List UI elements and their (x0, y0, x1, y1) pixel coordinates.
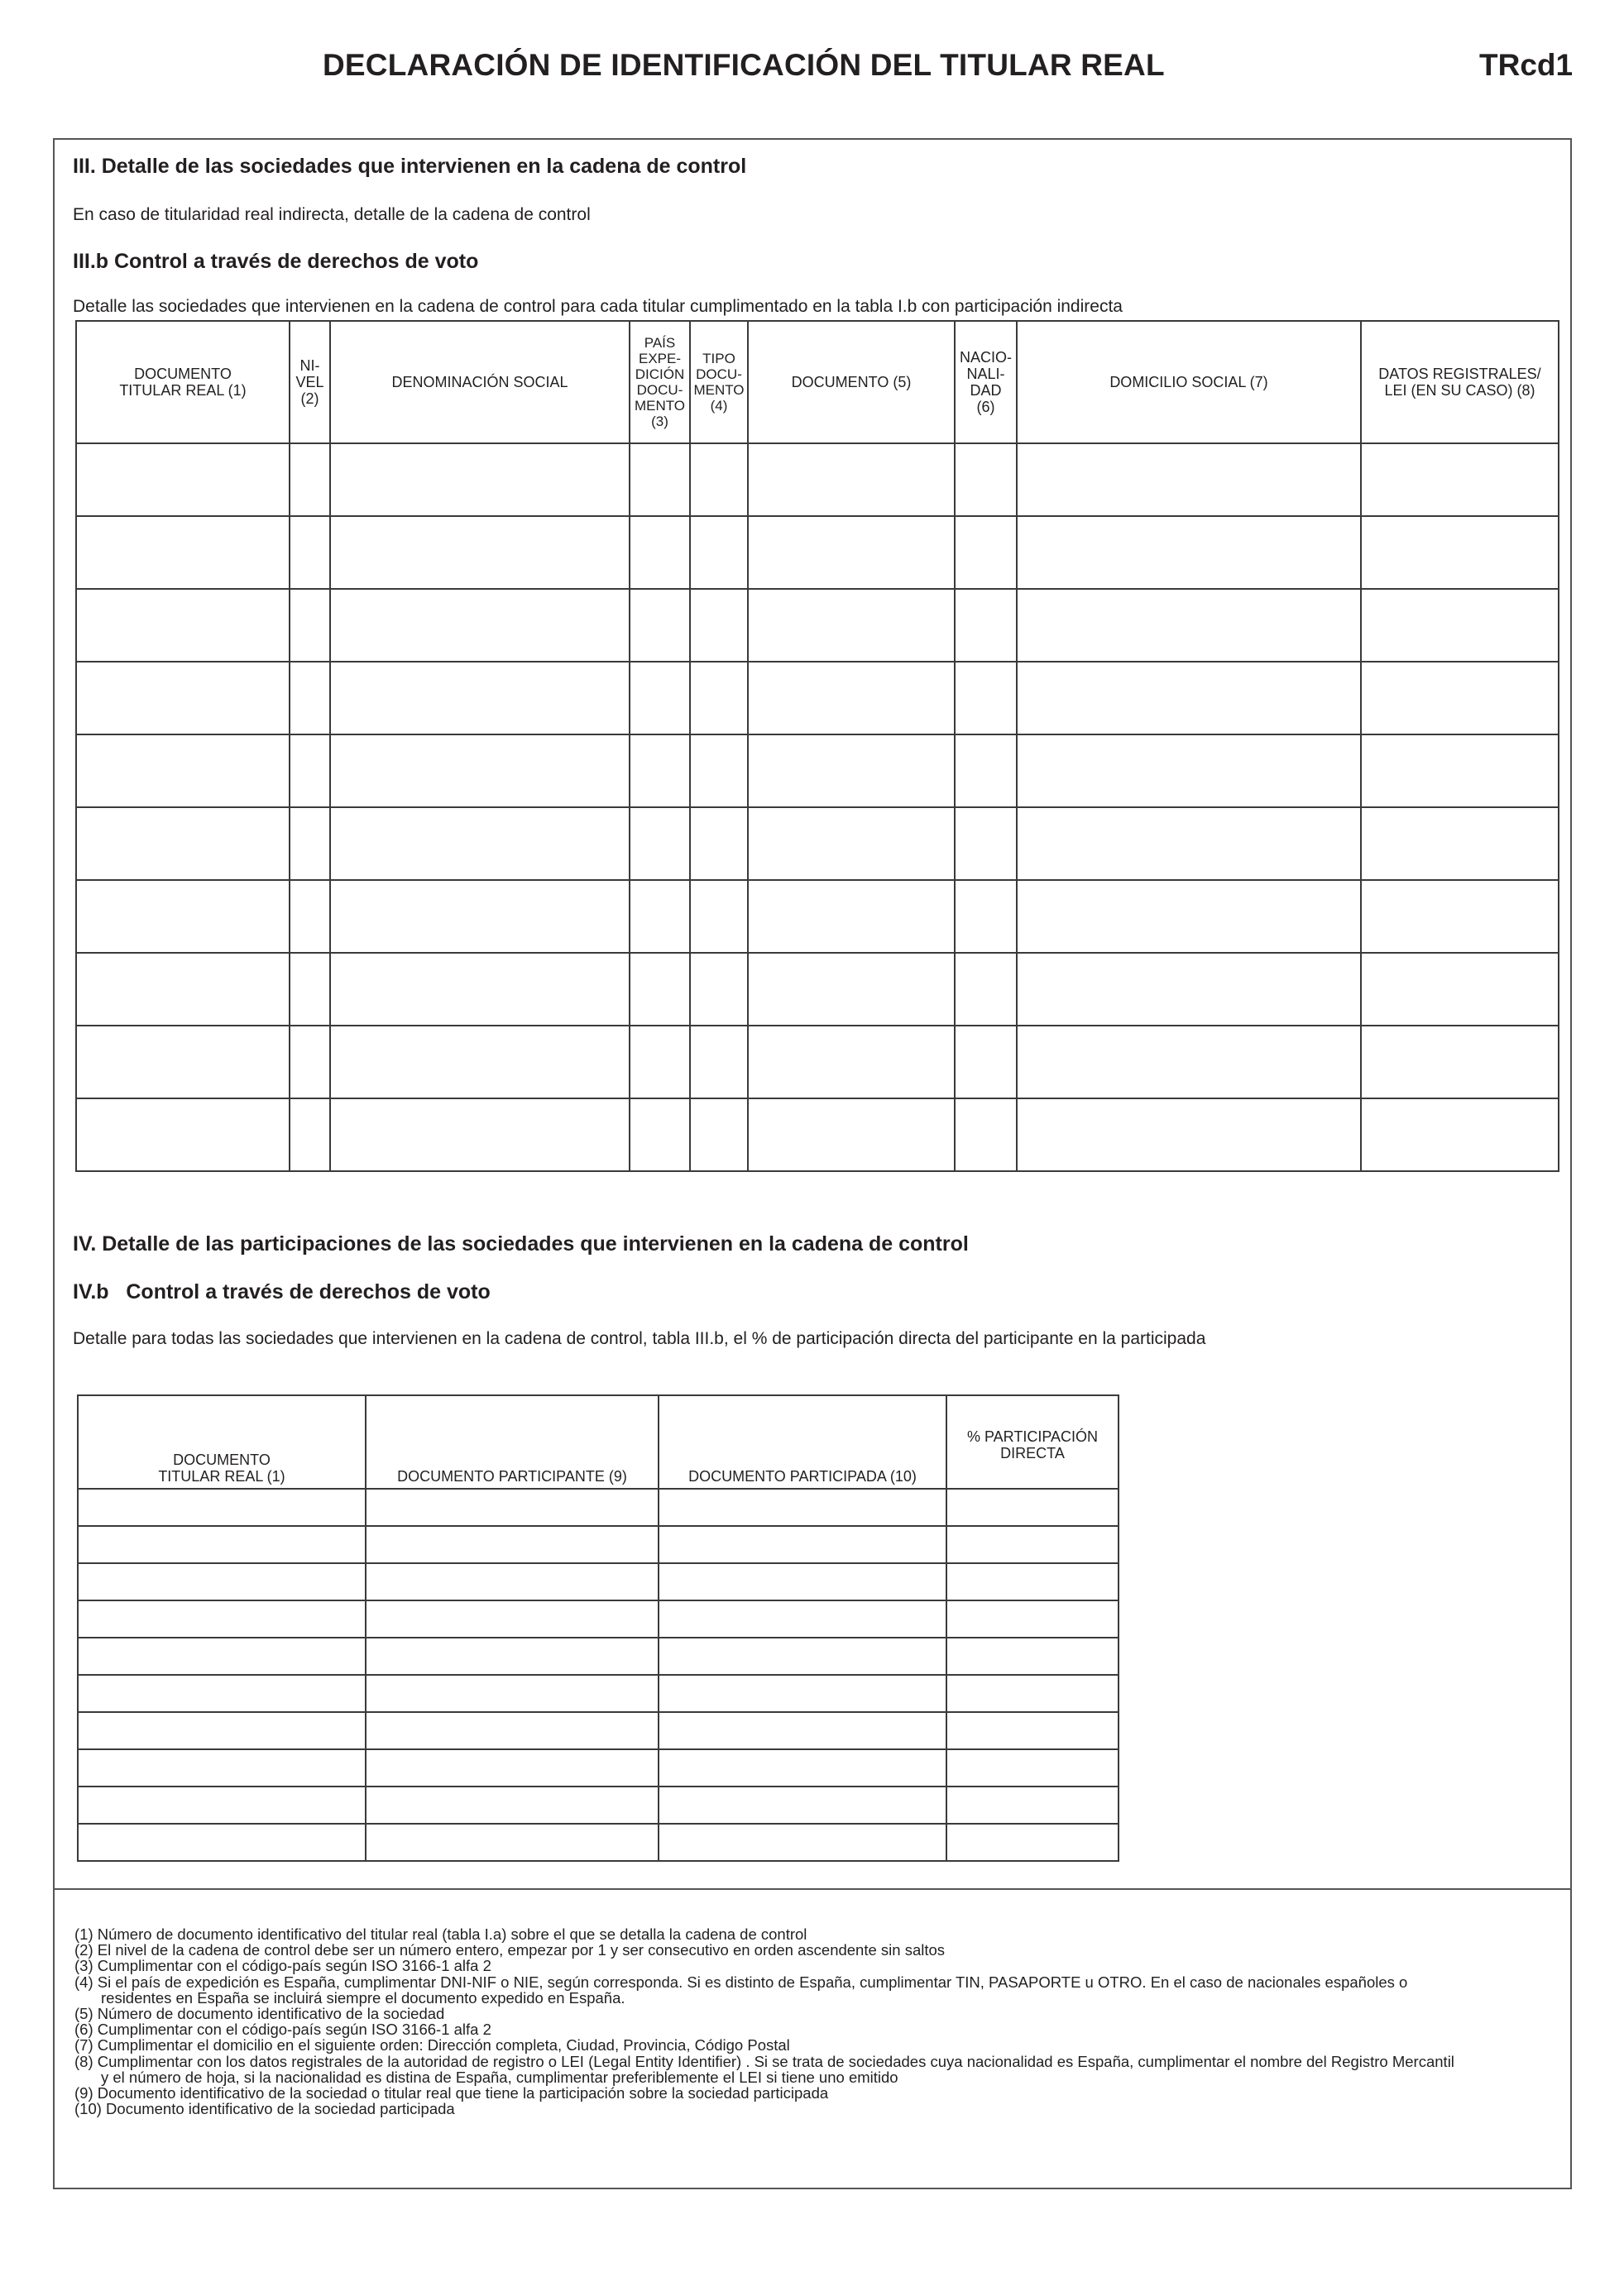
cell-nivel[interactable] (290, 516, 330, 589)
cell-documento-titular[interactable] (76, 589, 290, 662)
col-pais-expedicion (630, 321, 690, 443)
section-3-heading: III. Detalle de las sociedades que intervienen en la cadena de control (73, 155, 747, 178)
section-4-heading: IV. Detalle de las participaciones de las sociedades que intervienen en la cadena de control (73, 1232, 969, 1256)
cell-nacionalidad[interactable] (955, 443, 1017, 516)
cell-tipo-documento[interactable] (690, 880, 748, 953)
cell-documento-titular[interactable] (76, 1098, 290, 1171)
cell-documento-participada[interactable] (659, 1675, 946, 1712)
cell-tipo-documento[interactable] (690, 953, 748, 1026)
cell-documento-participada[interactable] (659, 1526, 946, 1563)
section-3b-caption: Detalle las sociedades que intervienen en la cadena de control para cada titular cumplimentado en la tabla I.b con participación indirecta (73, 297, 1123, 316)
footer-divider (53, 1888, 1572, 1890)
cell-participacion-directa[interactable] (946, 1787, 1119, 1824)
cell-documento[interactable] (748, 880, 955, 953)
table-row (78, 1526, 1119, 1563)
table-row (78, 1749, 1119, 1787)
cell-datos-registrales[interactable] (1361, 443, 1559, 516)
table-row (76, 516, 1559, 589)
table-row (76, 807, 1559, 880)
cell-nacionalidad[interactable] (955, 1026, 1017, 1098)
table-row (76, 953, 1559, 1026)
companies-table (75, 320, 1559, 1172)
cell-nacionalidad[interactable] (955, 589, 1017, 662)
cell-nacionalidad[interactable] (955, 516, 1017, 589)
cell-documento-titular[interactable] (78, 1563, 366, 1600)
section-3-intro: En caso de titularidad real indirecta, detalle de la cadena de control (73, 205, 591, 224)
cell-domicilio-social[interactable] (1017, 516, 1361, 589)
cell-tipo-documento[interactable] (690, 807, 748, 880)
cell-documento-participante[interactable] (366, 1675, 659, 1712)
cell-nacionalidad[interactable] (955, 734, 1017, 807)
cell-documento[interactable] (748, 807, 955, 880)
cell-pais-expedicion[interactable] (630, 1026, 690, 1098)
participations-table-header (78, 1395, 1119, 1489)
cell-tipo-documento[interactable] (690, 589, 748, 662)
cell-documento-titular[interactable] (76, 880, 290, 953)
cell-participacion-directa[interactable] (946, 1489, 1119, 1526)
cell-documento[interactable] (748, 589, 955, 662)
column-label: DOMICILIO SOCIAL (7) (1109, 374, 1268, 390)
cell-pais-expedicion[interactable] (630, 589, 690, 662)
cell-documento-titular[interactable] (78, 1787, 366, 1824)
footnote: (10) Documento identificativo de la sociedad participada (74, 2100, 455, 2118)
cell-documento-participante[interactable] (366, 1712, 659, 1749)
cell-pais-expedicion[interactable] (630, 662, 690, 734)
cell-datos-registrales[interactable] (1361, 1098, 1559, 1171)
cell-participacion-directa[interactable] (946, 1526, 1119, 1563)
cell-datos-registrales[interactable] (1361, 516, 1559, 589)
footnote: (9) Documento identificativo de la sociedad o titular real que tiene la participación sobre la sociedad participada (74, 2084, 829, 2102)
cell-datos-registrales[interactable] (1361, 589, 1559, 662)
section-4b-heading: IV.b Control a través de derechos de voto (73, 1280, 491, 1303)
cell-participacion-directa[interactable] (946, 1712, 1119, 1749)
cell-documento-participante[interactable] (366, 1749, 659, 1787)
column-label: % PARTICIPACIÓN DIRECTA (966, 1428, 1099, 1461)
column-label: DOCUMENTO PARTICIPADA (10) (688, 1468, 917, 1485)
footnote: (6) Cumplimentar con el código-país según ISO 3166-1 alfa 2 (74, 2021, 491, 2039)
cell-documento[interactable] (748, 1026, 955, 1098)
cell-pais-expedicion[interactable] (630, 953, 690, 1026)
cell-nivel[interactable] (290, 880, 330, 953)
cell-documento-participante[interactable] (366, 1489, 659, 1526)
footnote: (4) Si el país de expedición es España, cumplimentar DNI-NIF o NIE, según corresponda. Si es distinto de España, cumplimentar TIN, PASAPORTE u OTRO. En el caso de nacionales españoles o (74, 1973, 1408, 1991)
cell-nacionalidad[interactable] (955, 807, 1017, 880)
cell-documento-participada[interactable] (659, 1563, 946, 1600)
cell-datos-registrales[interactable] (1361, 880, 1559, 953)
column-label: PAÍS EXPE- DICIÓN DOCU- MENTO (3) (634, 335, 686, 429)
cell-nivel[interactable] (290, 953, 330, 1026)
column-label: DENOMINACIÓN SOCIAL (391, 374, 568, 390)
cell-documento-participada[interactable] (659, 1489, 946, 1526)
cell-documento-participada[interactable] (659, 1787, 946, 1824)
cell-documento-titular[interactable] (78, 1749, 366, 1787)
cell-domicilio-social[interactable] (1017, 662, 1361, 734)
table-row (76, 1026, 1559, 1098)
cell-tipo-documento[interactable] (690, 662, 748, 734)
cell-tipo-documento[interactable] (690, 1026, 748, 1098)
table-row (78, 1563, 1119, 1600)
cell-denominacion-social[interactable] (330, 953, 630, 1026)
table-row (76, 880, 1559, 953)
cell-denominacion-social[interactable] (330, 1026, 630, 1098)
section-3b-heading: III.b Control a través de derechos de voto (73, 250, 479, 273)
footnotes (74, 1926, 1564, 2117)
companies-table-header (76, 321, 1559, 443)
cell-documento-participante[interactable] (366, 1563, 659, 1600)
cell-documento-titular[interactable] (78, 1638, 366, 1675)
cell-nacionalidad[interactable] (955, 1098, 1017, 1171)
cell-domicilio-social[interactable] (1017, 443, 1361, 516)
cell-documento-titular[interactable] (76, 443, 290, 516)
cell-domicilio-social[interactable] (1017, 880, 1361, 953)
cell-datos-registrales[interactable] (1361, 662, 1559, 734)
cell-domicilio-social[interactable] (1017, 807, 1361, 880)
cell-participacion-directa[interactable] (946, 1749, 1119, 1787)
cell-documento-titular[interactable] (76, 1026, 290, 1098)
section-4b-intro: Detalle para todas las sociedades que intervienen en la cadena de control, tabla III.b, el % de participación directa del participante en la participada (73, 1329, 1206, 1348)
cell-pais-expedicion[interactable] (630, 516, 690, 589)
cell-documento-participada[interactable] (659, 1712, 946, 1749)
table-row (78, 1638, 1119, 1675)
cell-documento-titular[interactable] (78, 1489, 366, 1526)
column-label: NACIO- NALI- DAD (6) (960, 349, 1012, 415)
cell-documento-participante[interactable] (366, 1600, 659, 1638)
cell-documento-titular[interactable] (78, 1675, 366, 1712)
cell-denominacion-social[interactable] (330, 1098, 630, 1171)
table-row (78, 1824, 1119, 1861)
cell-documento-participante[interactable] (366, 1824, 659, 1861)
table-row (78, 1600, 1119, 1638)
cell-participacion-directa[interactable] (946, 1824, 1119, 1861)
table-row (76, 443, 1559, 516)
cell-documento-participada[interactable] (659, 1638, 946, 1675)
cell-nivel[interactable] (290, 1098, 330, 1171)
col-nivel (290, 321, 330, 443)
form-code: TRcd1 (1479, 48, 1574, 82)
table-row (76, 1098, 1559, 1171)
cell-denominacion-social[interactable] (330, 734, 630, 807)
cell-datos-registrales[interactable] (1361, 953, 1559, 1026)
cell-datos-registrales[interactable] (1361, 807, 1559, 880)
cell-nacionalidad[interactable] (955, 953, 1017, 1026)
table-row (78, 1489, 1119, 1526)
cell-domicilio-social[interactable] (1017, 734, 1361, 807)
cell-documento[interactable] (748, 1098, 955, 1171)
cell-participacion-directa[interactable] (946, 1600, 1119, 1638)
cell-documento[interactable] (748, 662, 955, 734)
cell-documento-titular[interactable] (76, 807, 290, 880)
column-label: TIPO DOCU- MENTO (4) (693, 351, 745, 414)
cell-documento-participante[interactable] (366, 1526, 659, 1563)
cell-nivel[interactable] (290, 589, 330, 662)
cell-denominacion-social[interactable] (330, 589, 630, 662)
column-label: DOCUMENTO TITULAR REAL (1) (119, 366, 247, 399)
cell-pais-expedicion[interactable] (630, 1098, 690, 1171)
cell-domicilio-social[interactable] (1017, 1026, 1361, 1098)
cell-participacion-directa[interactable] (946, 1638, 1119, 1675)
table-row (78, 1712, 1119, 1749)
col-tipo-documento (690, 321, 748, 443)
cell-denominacion-social[interactable] (330, 443, 630, 516)
cell-documento-participada[interactable] (659, 1824, 946, 1861)
table-row (78, 1787, 1119, 1824)
cell-documento[interactable] (748, 516, 955, 589)
cell-domicilio-social[interactable] (1017, 1098, 1361, 1171)
col-denominacion-social (330, 321, 630, 443)
page-title: DECLARACIÓN DE IDENTIFICACIÓN DEL TITULAR REAL (323, 48, 1165, 82)
column-label: DOCUMENTO TITULAR REAL (1) (158, 1452, 285, 1485)
col-participacion-directa (946, 1395, 1119, 1489)
column-label: DATOS REGISTRALES/ LEI (EN SU CASO) (8) (1378, 366, 1541, 399)
footnote: (5) Número de documento identificativo de la sociedad (74, 2005, 445, 2023)
footnote: (7) Cumplimentar el domicilio en el siguiente orden: Dirección completa, Ciudad, Provincia, Código Postal (74, 2036, 790, 2054)
cell-nivel[interactable] (290, 807, 330, 880)
column-label: DOCUMENTO (5) (791, 374, 912, 390)
footnote-continuation: y el número de hoja, si la nacionalidad es distina de España, cumplimentar preferiblemente el LEI si tiene uno emitido (101, 2068, 898, 2086)
cell-participacion-directa[interactable] (946, 1563, 1119, 1600)
cell-documento-participante[interactable] (366, 1787, 659, 1824)
table-row (76, 662, 1559, 734)
cell-documento-titular[interactable] (76, 953, 290, 1026)
cell-pais-expedicion[interactable] (630, 807, 690, 880)
cell-documento-titular[interactable] (78, 1600, 366, 1638)
cell-tipo-documento[interactable] (690, 1098, 748, 1171)
footnote: (3) Cumplimentar con el código-país según ISO 3166-1 alfa 2 (74, 1957, 491, 1975)
col-datos-registrales (1361, 321, 1559, 443)
cell-pais-expedicion[interactable] (630, 443, 690, 516)
cell-denominacion-social[interactable] (330, 516, 630, 589)
footnote: (2) El nivel de la cadena de control debe ser un número entero, empezar por 1 y ser consecutivo en orden ascendente sin saltos (74, 1941, 946, 1959)
cell-domicilio-social[interactable] (1017, 589, 1361, 662)
col-nacionalidad (955, 321, 1017, 443)
column-label: DOCUMENTO PARTICIPANTE (9) (397, 1468, 627, 1485)
cell-documento-titular[interactable] (78, 1712, 366, 1749)
table-row (78, 1675, 1119, 1712)
cell-nivel[interactable] (290, 662, 330, 734)
table-row (76, 589, 1559, 662)
cell-denominacion-social[interactable] (330, 880, 630, 953)
cell-nivel[interactable] (290, 1026, 330, 1098)
footnote: (8) Cumplimentar con los datos registrales de la autoridad de registro o LEI (Legal Entity Identifier) . Si se trata de sociedades cuya nacionalidad es España, cumplimentar el nombre del Registro Mercantil (74, 2052, 1454, 2070)
cell-documento-participada[interactable] (659, 1749, 946, 1787)
cell-pais-expedicion[interactable] (630, 734, 690, 807)
col-documento-participante (366, 1395, 659, 1489)
cell-domicilio-social[interactable] (1017, 953, 1361, 1026)
col-documento-participada (659, 1395, 946, 1489)
cell-documento-titular[interactable] (76, 516, 290, 589)
cell-datos-registrales[interactable] (1361, 734, 1559, 807)
cell-documento[interactable] (748, 443, 955, 516)
col-documento-titular (76, 321, 290, 443)
cell-nacionalidad[interactable] (955, 880, 1017, 953)
cell-participacion-directa[interactable] (946, 1675, 1119, 1712)
table-row (76, 734, 1559, 807)
cell-nivel[interactable] (290, 734, 330, 807)
col-domicilio-social (1017, 321, 1361, 443)
cell-nivel[interactable] (290, 443, 330, 516)
cell-documento-titular[interactable] (78, 1824, 366, 1861)
cell-documento-participada[interactable] (659, 1600, 946, 1638)
cell-documento-titular[interactable] (76, 662, 290, 734)
footnote: (1) Número de documento identificativo del titular real (tabla I.a) sobre el que se detalla la cadena de control (74, 1925, 807, 1943)
cell-denominacion-social[interactable] (330, 662, 630, 734)
cell-documento-titular[interactable] (78, 1526, 366, 1563)
col-documento-titular (78, 1395, 366, 1489)
cell-denominacion-social[interactable] (330, 807, 630, 880)
cell-nacionalidad[interactable] (955, 662, 1017, 734)
cell-documento-titular[interactable] (76, 734, 290, 807)
cell-tipo-documento[interactable] (690, 516, 748, 589)
cell-tipo-documento[interactable] (690, 443, 748, 516)
cell-tipo-documento[interactable] (690, 734, 748, 807)
cell-documento[interactable] (748, 734, 955, 807)
cell-pais-expedicion[interactable] (630, 880, 690, 953)
participations-table (77, 1394, 1119, 1862)
cell-documento-participante[interactable] (366, 1638, 659, 1675)
cell-datos-registrales[interactable] (1361, 1026, 1559, 1098)
col-documento (748, 321, 955, 443)
footnote-continuation: residentes en España se incluirá siempre el documento expedido en España. (101, 1988, 625, 2007)
cell-documento[interactable] (748, 953, 955, 1026)
column-label: NI- VEL (2) (295, 357, 324, 407)
